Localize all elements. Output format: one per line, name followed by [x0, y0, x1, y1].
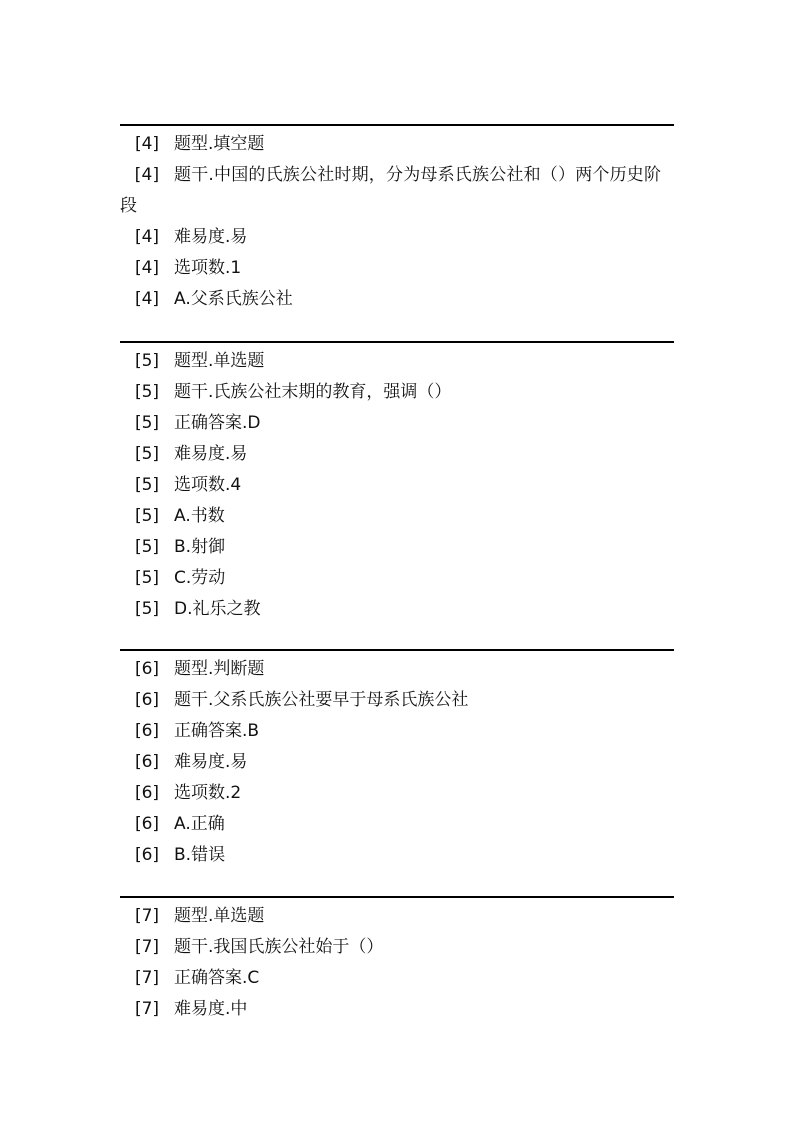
- question-index: [5]: [134, 599, 160, 619]
- question-line: [120, 160, 674, 222]
- question-line: [120, 408, 674, 439]
- question-stem: 题干.氏族公社末期的教育，强调（）: [174, 382, 452, 402]
- question-difficulty: 难易度.易: [174, 444, 248, 464]
- question-option: B.错误: [174, 845, 226, 865]
- question-answer: 正确答案.D: [174, 413, 261, 433]
- question-difficulty: 难易度.中: [174, 999, 248, 1019]
- question-line: [120, 932, 674, 963]
- question-line: [120, 778, 674, 809]
- question-line: [120, 501, 674, 532]
- question-index: [5]: [134, 475, 160, 495]
- question-index: [4]: [134, 289, 160, 309]
- question-line: [120, 809, 674, 840]
- question-index: [5]: [134, 537, 160, 557]
- question-line: [120, 284, 674, 315]
- question-index: [6]: [134, 690, 160, 710]
- question-option: D.礼乐之教: [174, 599, 261, 619]
- question-option-count: 选项数.4: [174, 475, 242, 495]
- question-option-count: 选项数.2: [174, 783, 242, 803]
- question-line: [120, 563, 674, 594]
- question-index: [6]: [134, 752, 160, 772]
- question-line: [120, 994, 674, 1025]
- question-line: [120, 222, 674, 253]
- question-option: A.正确: [174, 814, 225, 834]
- question-index: [5]: [134, 444, 160, 464]
- question-difficulty: 难易度.易: [174, 227, 248, 247]
- question-line: [120, 346, 674, 377]
- question-index: [6]: [134, 814, 160, 834]
- question-stem: 题干.中国的氏族公社时期，分为母系氏族公社和（）两个历史阶段: [120, 165, 662, 216]
- question-stem: 题干.父系氏族公社要早于母系氏族公社: [174, 690, 469, 710]
- question-index: [6]: [134, 721, 160, 741]
- question-index: [7]: [134, 937, 160, 957]
- question-index: [5]: [134, 382, 160, 402]
- question-line: [120, 129, 674, 160]
- question-type: 题型.单选题: [174, 351, 265, 371]
- question-block-7: [120, 896, 674, 1025]
- question-option: B.射御: [174, 537, 226, 557]
- question-index: [7]: [134, 999, 160, 1019]
- question-option: C.劳动: [174, 568, 226, 588]
- question-index: [4]: [134, 134, 160, 154]
- question-line: [120, 747, 674, 778]
- question-stem: 题干.我国氏族公社始于（）: [174, 937, 384, 957]
- question-index: [4]: [134, 258, 160, 278]
- question-block-5: [120, 341, 674, 625]
- question-line: [120, 716, 674, 747]
- question-index: [5]: [134, 351, 160, 371]
- question-index: [5]: [134, 413, 160, 433]
- question-index: [6]: [134, 845, 160, 865]
- question-index: [4]: [134, 165, 160, 185]
- question-index: [5]: [134, 506, 160, 526]
- question-line: [120, 470, 674, 501]
- question-type: 题型.单选题: [174, 906, 265, 926]
- question-type: 题型.判断题: [174, 659, 265, 679]
- question-answer: 正确答案.B: [174, 721, 260, 741]
- question-line: [120, 685, 674, 716]
- question-index: [7]: [134, 968, 160, 988]
- question-line: [120, 840, 674, 871]
- question-block-6: [120, 649, 674, 871]
- question-index: [6]: [134, 659, 160, 679]
- question-index: [5]: [134, 568, 160, 588]
- question-line: [120, 377, 674, 408]
- question-line: [120, 901, 674, 932]
- question-type: 题型.填空题: [174, 134, 265, 154]
- question-index: [7]: [134, 906, 160, 926]
- question-line: [120, 963, 674, 994]
- question-line: [120, 253, 674, 284]
- question-option: A.父系氏族公社: [174, 289, 293, 309]
- question-line: [120, 654, 674, 685]
- question-option: A.书数: [174, 506, 225, 526]
- question-answer: 正确答案.C: [174, 968, 260, 988]
- question-line: [120, 532, 674, 563]
- question-difficulty: 难易度.易: [174, 752, 248, 772]
- question-index: [4]: [134, 227, 160, 247]
- question-block-4: [120, 124, 674, 315]
- question-line: [120, 594, 674, 625]
- question-option-count: 选项数.1: [174, 258, 242, 278]
- question-index: [6]: [134, 783, 160, 803]
- question-line: [120, 439, 674, 470]
